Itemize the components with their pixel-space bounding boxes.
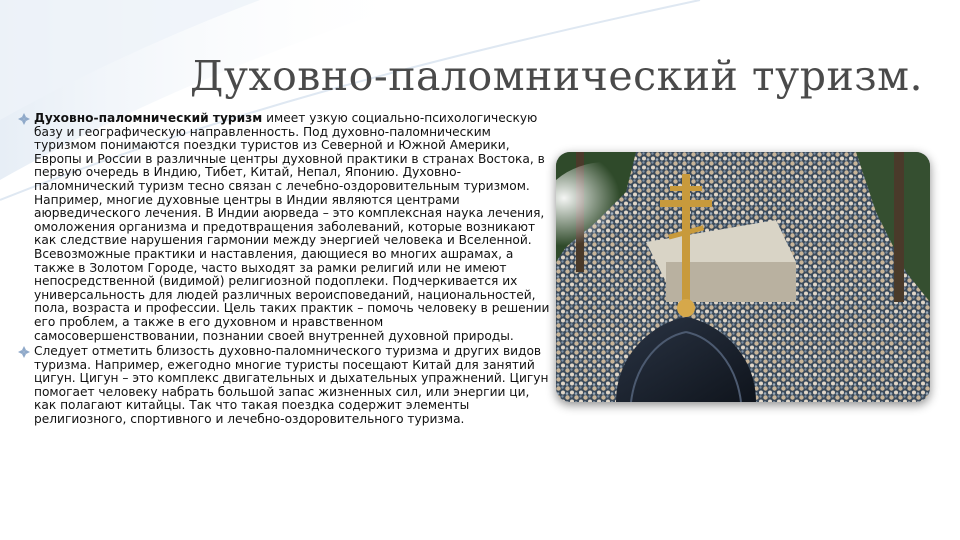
text-body	[18, 112, 550, 427]
diamond-bullet-icon	[18, 346, 30, 358]
paragraph-1-text: имеет узкую социально-психологическую базу и географическую направленность. Под духовно-паломническим туризмом понимаются поездки туристов из Северной и Южной Америки, Европы и России в различные центры духовной практики в странах Востока, в первую очередь в Индию, Тибет, Китай, Непал, Японию. Духовно-паломнический туризм тесно связан с лечебно-оздоровительным туризмом. Например, многие духовные центры в Индии являются центрами аюрведического лечения. В Индии аюрведа – это комплексная наука лечения, омоложения организма и предотвращения заболеваний, которые возникают как следствие нарушения гармонии между энергией человека и Вселенной. Всевозможные практики и наставления, дающиеся во многих ашрамах, а также в Золотом Городе, часто выходят за рамки религий или не имеют непосредственной (видимой) религиозной подоплеки. Подчеркивается их универсальность для людей различных вероисповеданий, национальностей, пола, возраста и профессии. Цель таких практик – помочь человеку в решении его проблем, а также в его духовном и нравственном самосовершенствовании, познании своей внутренней духовной природы.	[34, 111, 550, 343]
paragraph-1	[18, 112, 550, 343]
paragraph-2-text: Следует отметить близость духовно-паломнического туризма и других видов туризма. Например, ежегодно многие туристы посещают Китай для занятий цигун. Цигун – это комплекс двигательных и дыхательных упражнений. Цигун помогает человеку набрать большой запас жизненных сил, или энергии ци, как полагают китайцы. Так что такая поездка содержит элементы религиозного, спортивного и лечебно-оздоровительного туризма.	[34, 344, 549, 427]
paragraph-2	[18, 345, 550, 427]
paragraph-1-lead: Духовно-паломнический туризм	[34, 111, 263, 125]
pilgrimage-crowd-photo	[556, 152, 930, 402]
diamond-bullet-icon	[18, 113, 30, 125]
slide-title: Духовно-паломнический туризм.	[190, 52, 924, 100]
